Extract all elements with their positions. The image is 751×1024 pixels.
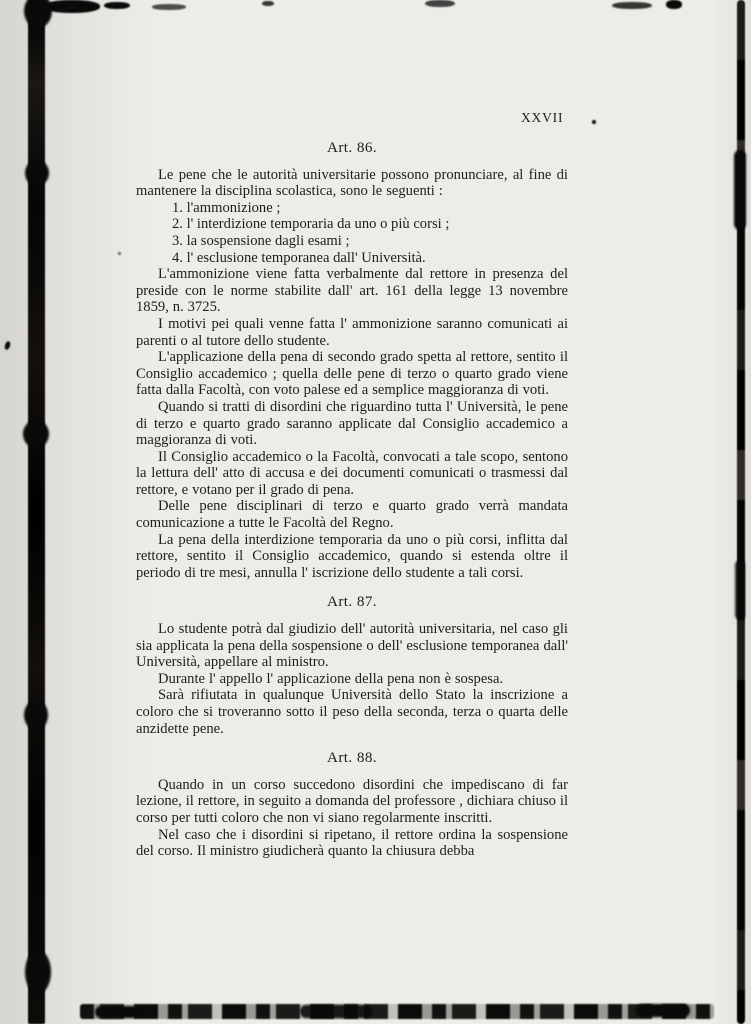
- paragraph: L'applicazione della pena di secondo grado spetta al rettore, sentito il Consiglio accademico ; quella delle pene di terzo o quarto grado viene fatta dalla Facoltà, con voto palese ed a semplice maggioranza di voti.: [136, 349, 568, 399]
- page-number: XXVII: [521, 110, 564, 125]
- paragraph: Quando si tratti di disordini che riguardino tutta l' Università, le pene di terzo e quarto grado saranno applicate dal Consiglio accademico a maggioranza di voti.: [136, 398, 568, 449]
- paragraph: Durante l' appello l' applicazione della pena non è sospesa.: [158, 670, 504, 687]
- bleed-through-smudge: [80, 1004, 714, 1019]
- scan-mark: [262, 1, 274, 6]
- paragraph: L'ammonizione viene fatta verbalmente dal rettore in presenza del preside con le norme stabilite dall' art. 161 della legge 13 novembre 1859, n. 3725.: [136, 266, 568, 316]
- scan-mark: [25, 950, 51, 994]
- scan-mark: [734, 150, 746, 230]
- scan-mark: [425, 0, 455, 7]
- paragraph: Nel caso che i disordini si ripetano, il rettore ordina la sospensione del corso. Il ministro giudicherà quanto la chiusura debba: [136, 826, 568, 860]
- binding-shadow: [28, 0, 45, 1024]
- scan-mark: [612, 2, 652, 9]
- article-heading: Art. 86.: [326, 139, 378, 156]
- scan-mark: [25, 160, 49, 186]
- bleed-through-smudge: [636, 1004, 690, 1017]
- scan-mark: [152, 4, 186, 10]
- ink-speck: [592, 120, 596, 124]
- scan-mark: [104, 2, 130, 9]
- article-heading: Art. 87.: [326, 593, 378, 611]
- paragraph: Le pene che le autorità universitarie possono pronunciare, al fine di mantenere la disciplina scolastica, sono le seguenti :: [136, 166, 568, 200]
- bleed-through-smudge: [300, 1005, 372, 1018]
- paragraph: Il Consiglio accademico o la Facoltà, convocati a tale scopo, sentono la lettura dell' atto di accusa e dei documenti comunicati o trasmessi dal rettore, e votano per il grado di pena.: [136, 448, 568, 498]
- ink-speck: [4, 340, 12, 350]
- list-item: 1. l'ammonizione ;: [172, 199, 281, 216]
- list-item: 3. la sospensione dagli esami ;: [172, 232, 350, 249]
- scan-mark: [735, 560, 745, 620]
- paragraph: Delle pene disciplinari di terzo e quarto grado verrà mandata comunicazione a tutte le Facoltà del Regno.: [136, 498, 568, 532]
- scan-mark: [23, 420, 49, 448]
- ink-speck: [118, 252, 121, 255]
- paragraph: Sarà rifiutata in qualunque Università dello Stato la inscrizione a coloro che si troveranno sotto il peso della seconda, terza o quarta delle anzidette pene.: [136, 687, 568, 737]
- document-body: [136, 140, 568, 860]
- article-heading: Art. 88.: [326, 749, 378, 767]
- scan-mark: [666, 0, 682, 9]
- paragraph: Lo studente potrà dal giudizio dell' autorità universitaria, nel caso gli sia applicata la pena della sospensione o dell' esclusione temporanea dall' Università, appellare al ministro.: [136, 621, 568, 671]
- list-item: 4. l' esclusione temporanea dall' Università.: [172, 249, 426, 266]
- paragraph: La pena della interdizione temporaria da uno o più corsi, inflitta dal rettore, sentito il Consiglio accademico, quando si estenda oltre il periodo di tre mesi, annulla l' iscrizione dello studente a tali corsi.: [136, 531, 568, 581]
- bleed-through-smudge: [95, 1006, 139, 1018]
- paragraph: I motivi pei quali venne fatta l' ammonizione saranno comunicati ai parenti o al tutore dello studente.: [136, 315, 568, 349]
- list-item: 2. l' interdizione temporaria da uno o più corsi ;: [172, 216, 450, 233]
- scan-mark: [24, 700, 48, 730]
- paragraph: Quando in un corso succedono disordini che impediscano di far lezione, il rettore, in seguito a domanda del professore , dichiara chiuso il corso per tutti coloro che non vi siano regolarmente inscritti.: [136, 776, 568, 826]
- scan-mark: [44, 0, 100, 13]
